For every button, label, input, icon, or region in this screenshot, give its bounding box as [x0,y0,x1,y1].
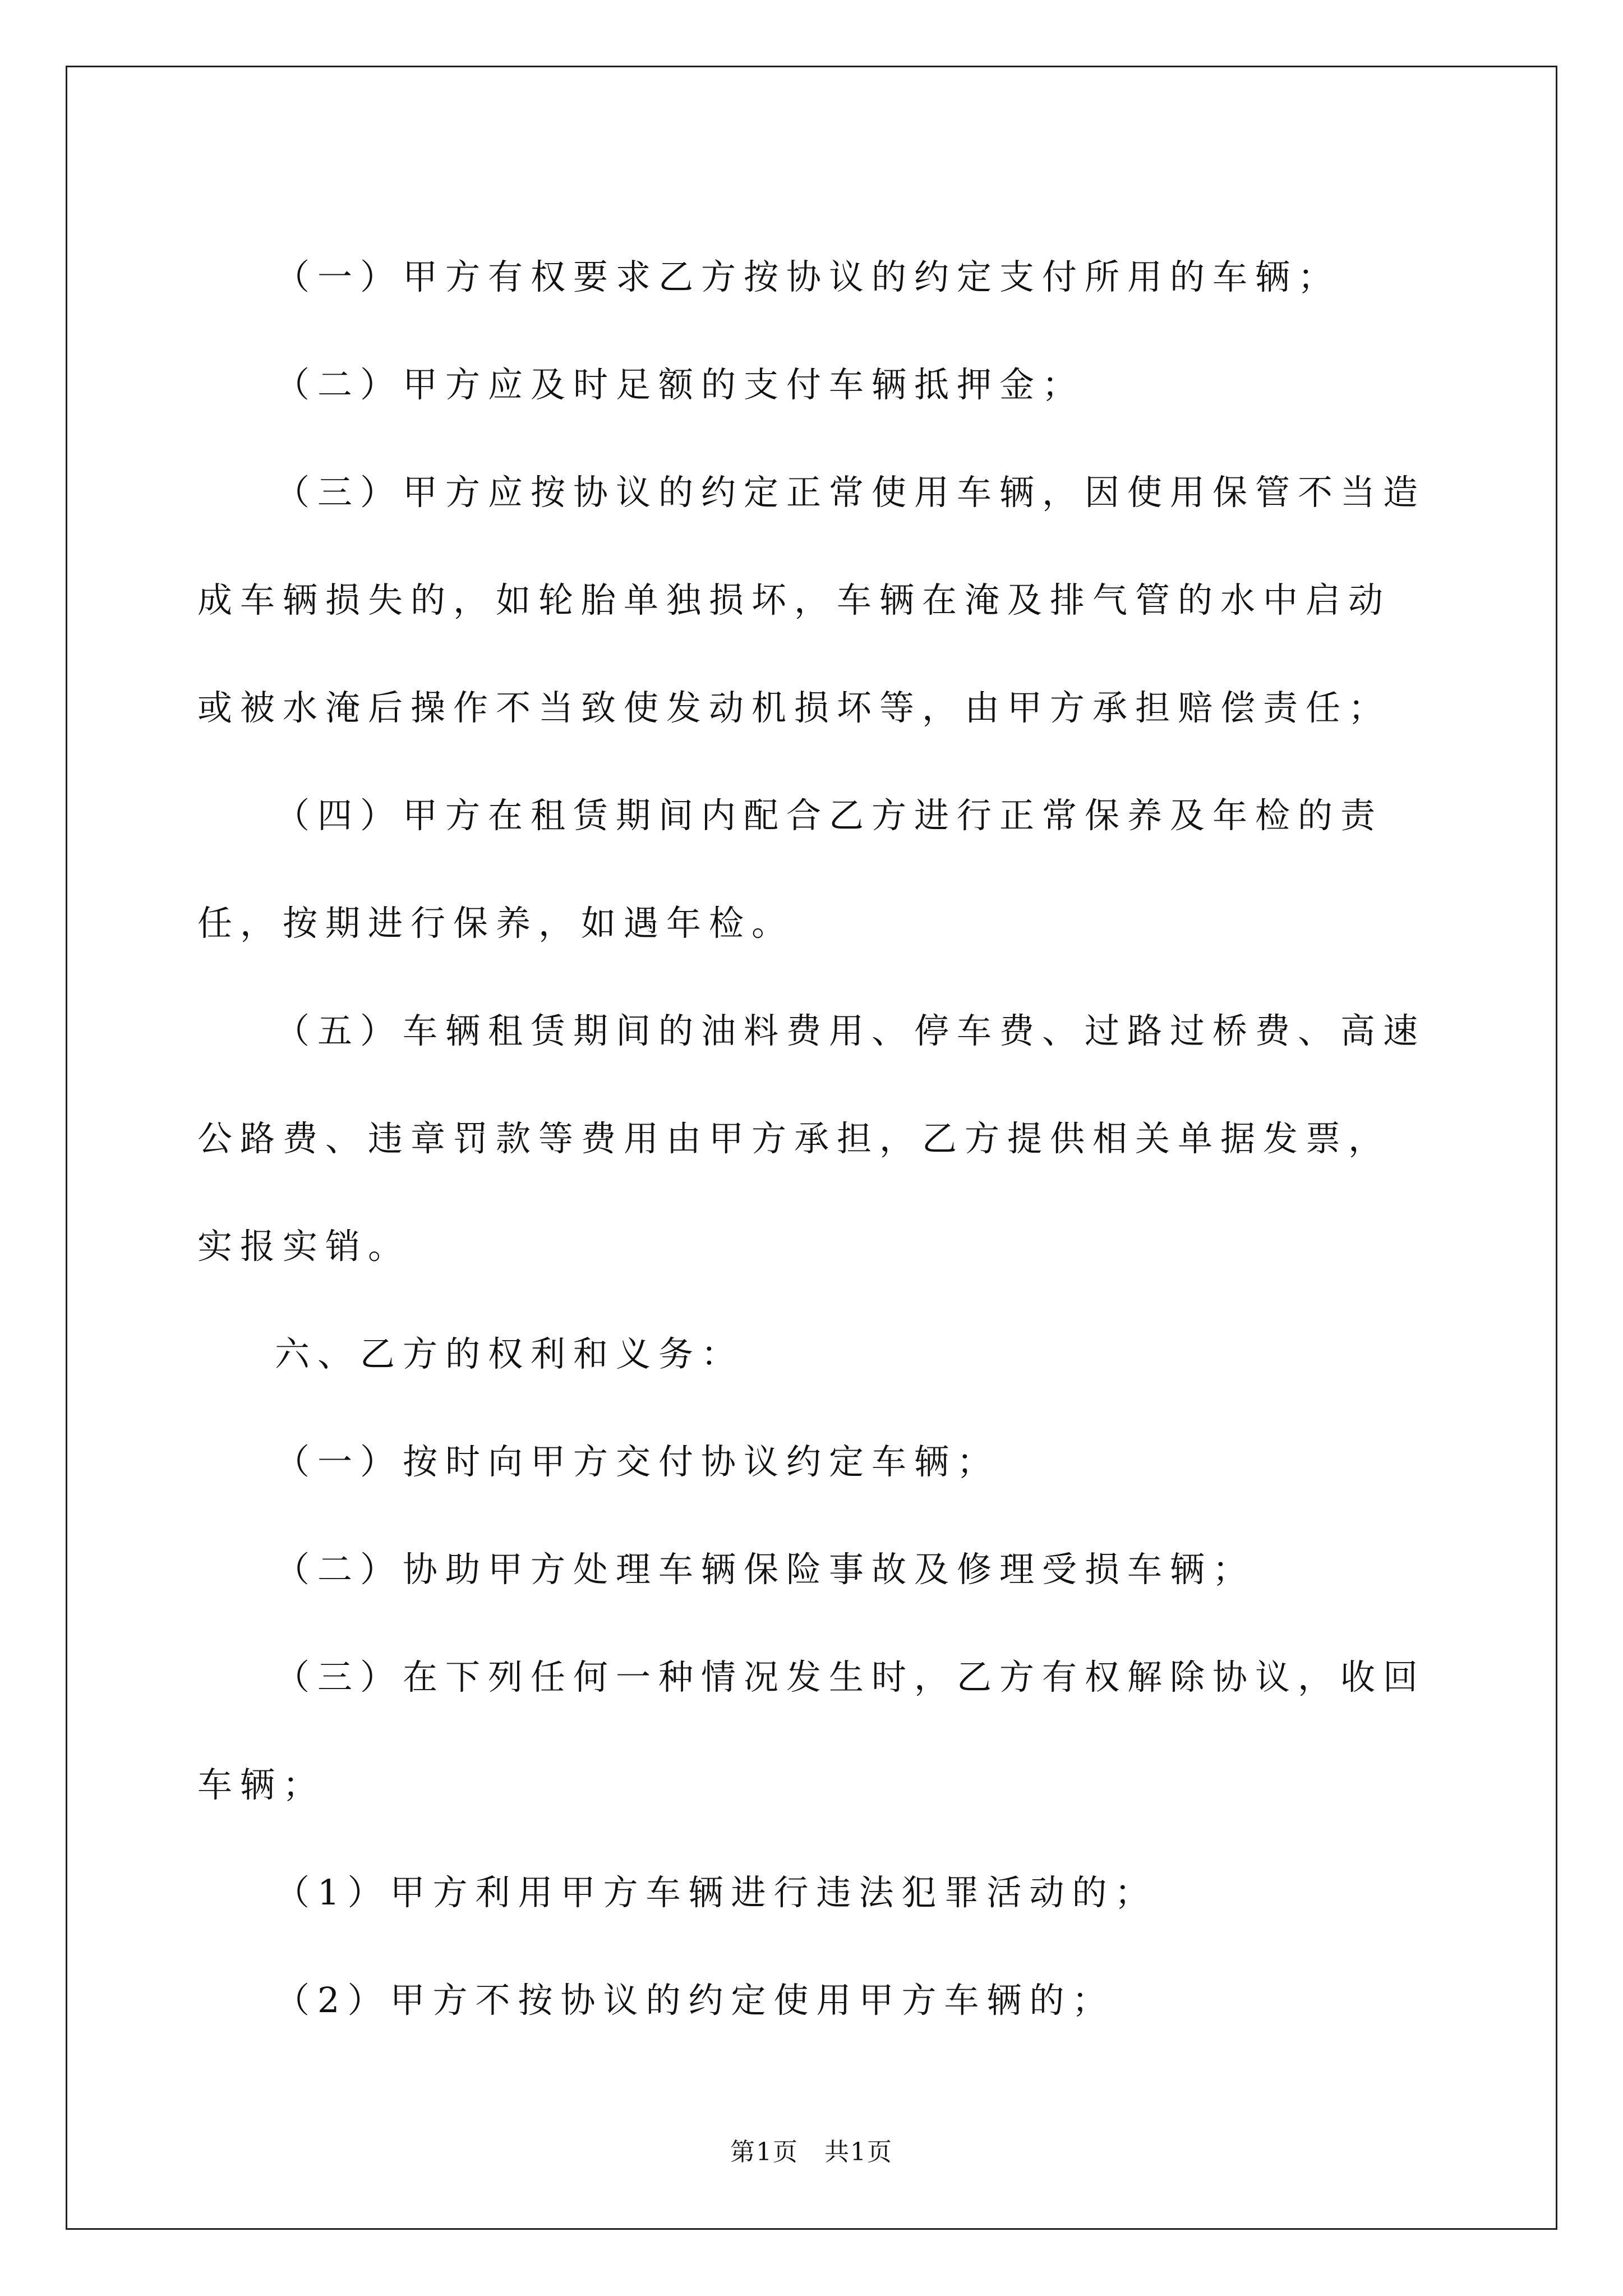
paragraph-7: （一）按时向甲方交付协议约定车辆； [275,1441,1000,1482]
paragraph-11: （2）甲方不按协议的约定使用甲方车辆的； [275,1980,1115,2021]
page-footer: 第1页 共1页 [730,2138,893,2166]
paragraph-5: （五）车辆租赁期间的油料费用、停车费、过路过桥费、高速公路费、违章罚款等费用由甲方承担，乙方提供相关单据发票，实报实销。 [197,1010,1426,1267]
paragraph-2: （二）甲方应及时足额的支付车辆抵押金； [275,364,1085,405]
paragraph-1: （一）甲方有权要求乙方按协议的约定支付所用的车辆； [275,256,1341,297]
paragraph-4: （四）甲方在租赁期间内配合乙方进行正常保养及年检的责任，按期进行保养，如遇年检。 [197,795,1384,944]
paragraph-8: （二）协助甲方处理车辆保险事故及修理受损车辆； [275,1549,1256,1590]
section-heading-6: 六、乙方的权利和义务： [275,1333,744,1374]
paragraph-3: （三）甲方应按协议的约定正常使用车辆，因使用保管不当造成车辆损失的，如轮胎单独损坏，车辆在淹及排气管的水中启动或被水淹后操作不当致使发动机损坏等，由甲方承担赔偿责任； [197,472,1426,728]
document-body [197,223,1426,2054]
paragraph-9: （三）在下列任何一种情况发生时，乙方有权解除协议，收回车辆； [197,1657,1426,1805]
paragraph-10: （1）甲方利用甲方车辆进行违法犯罪活动的； [275,1872,1158,1913]
